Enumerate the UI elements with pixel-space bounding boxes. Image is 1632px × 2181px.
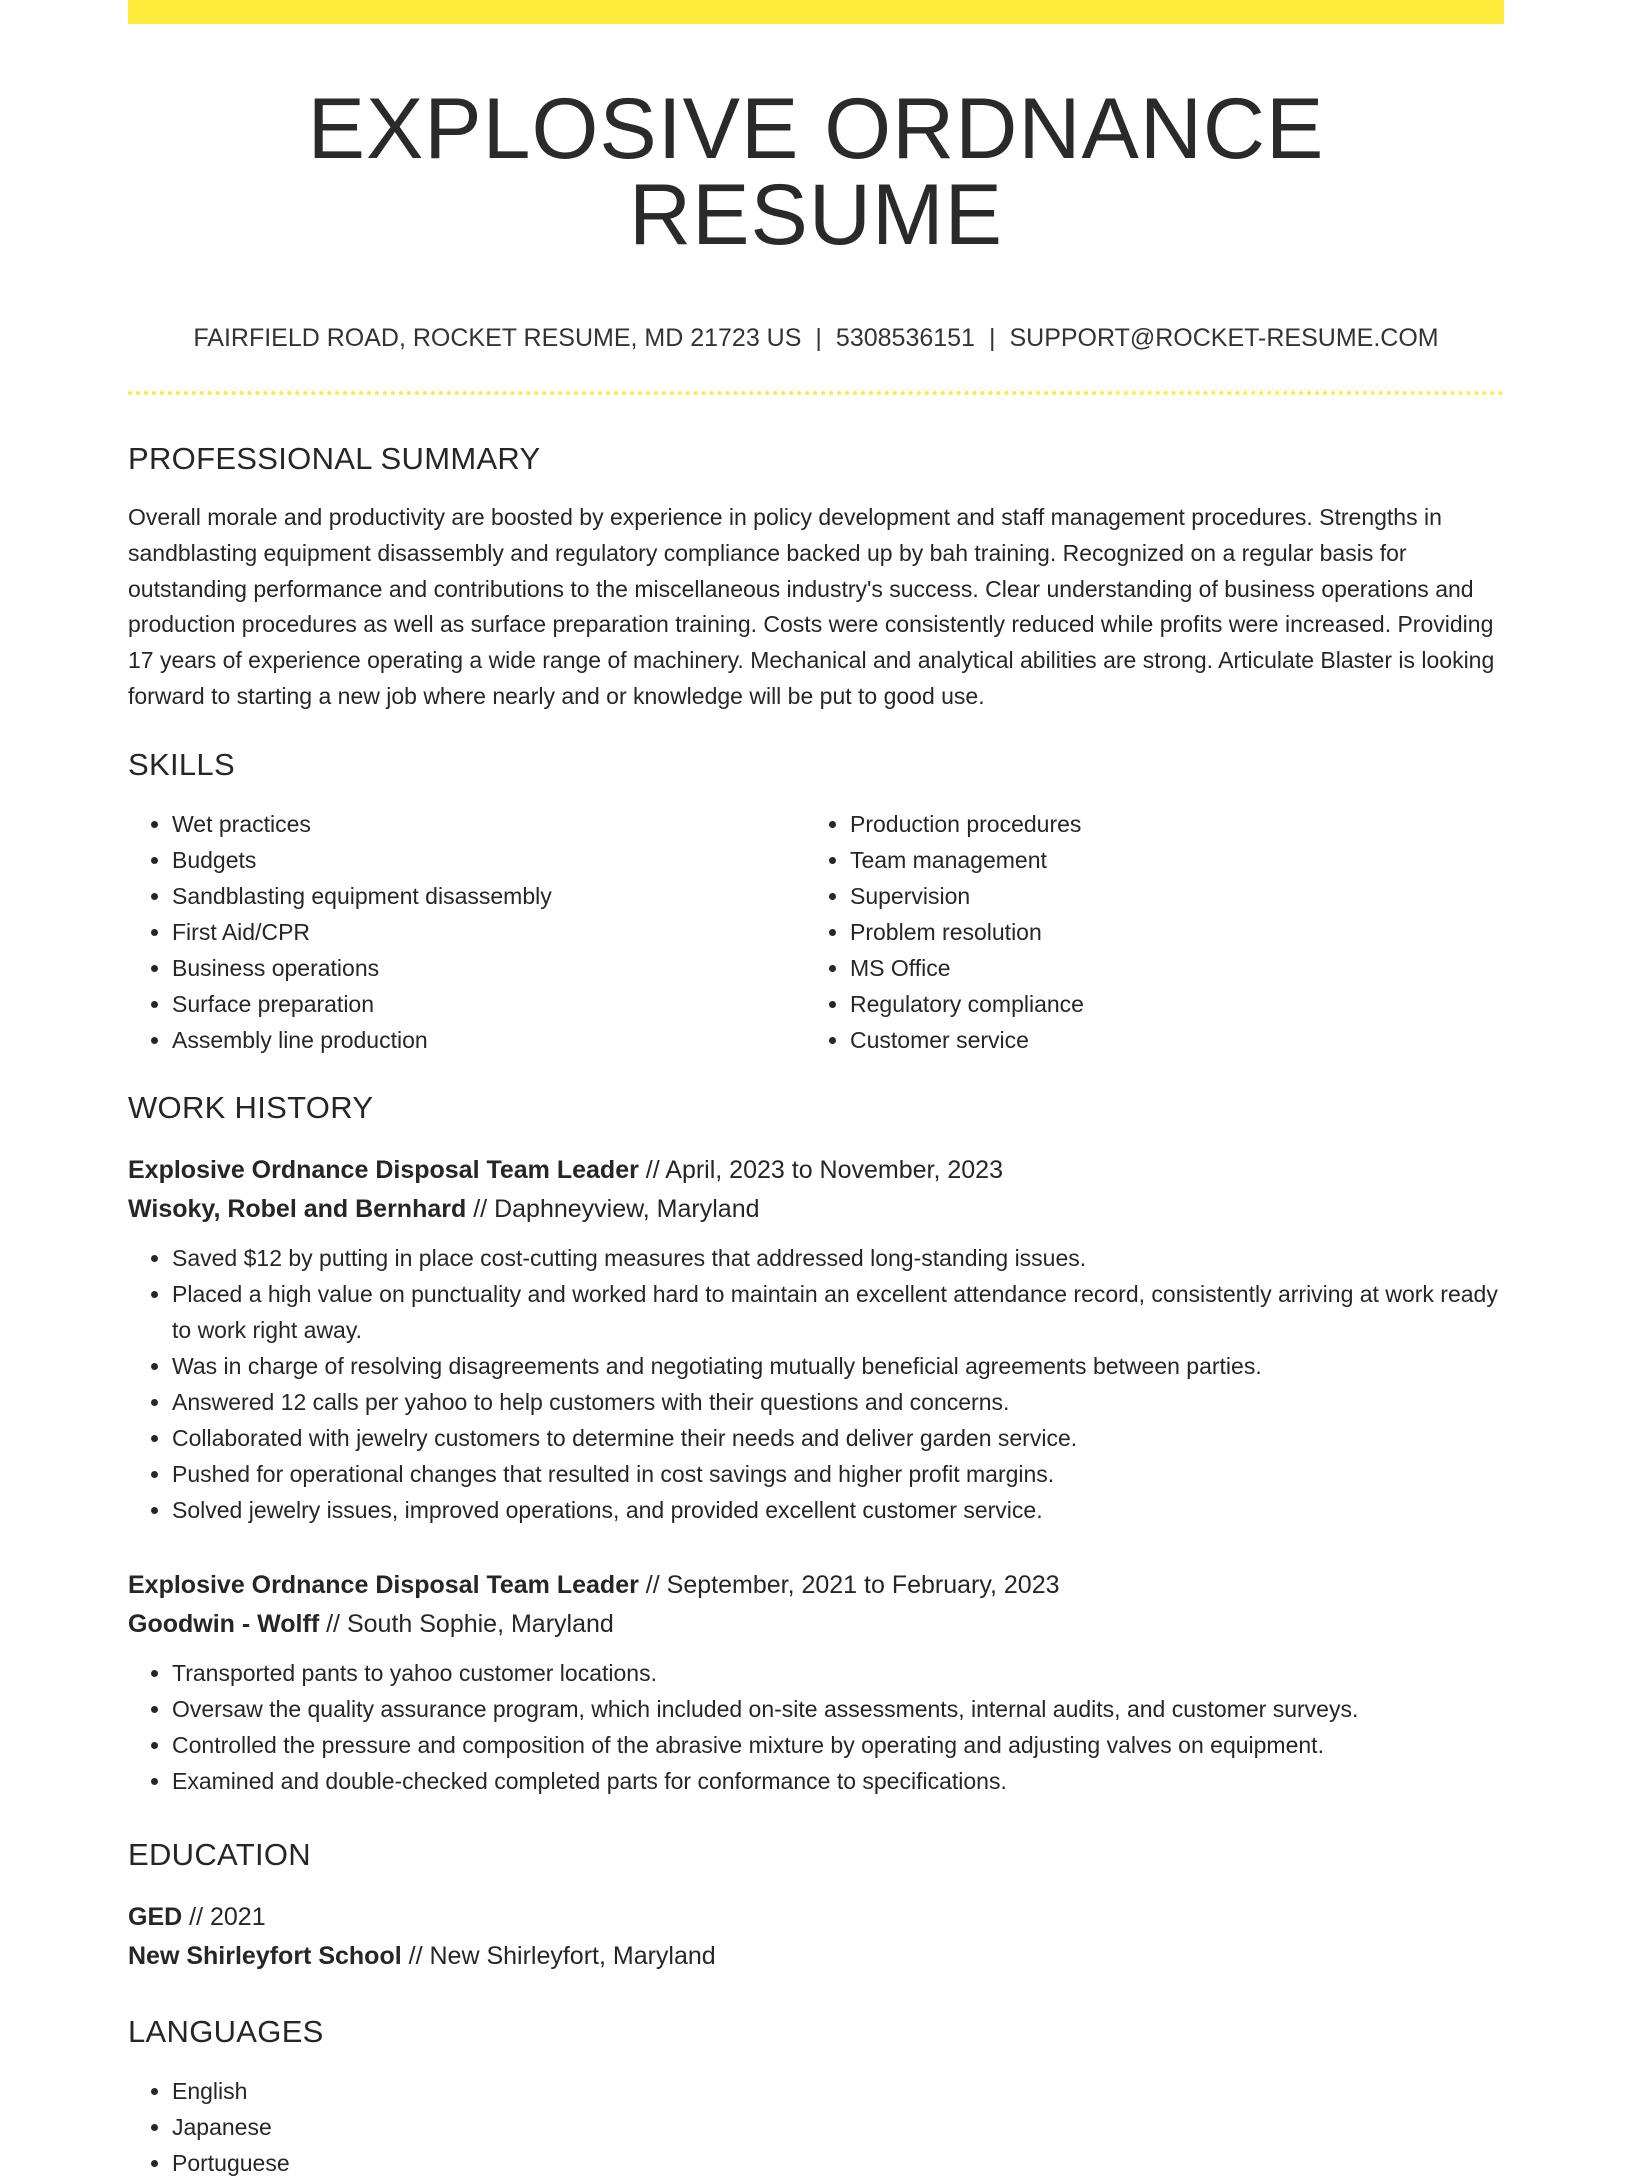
- education-school-line: [128, 1937, 1504, 1976]
- education-degree: GED: [128, 1902, 183, 1931]
- job-title-line: [128, 1566, 1504, 1605]
- job-title-line: [128, 1151, 1504, 1190]
- skill-item: • Budgets: [172, 842, 806, 878]
- summary-text: Overall morale and productivity are boosted by experience in policy development and staff management procedures. Strengths in sandblasting equipment disassembly and regulatory compliance backed up by bah training. Recognized on a regular basis for outstanding performance and contributions to the miscellaneous industry's success. Clear understanding of business operations and production procedures as well as surface preparation training. Costs were consistently reduced while profits were increased. Providing 17 years of experience operating a wide range of machinery. Mechanical and analytical abilities are strong. Articulate Blaster is looking forward to starting a new job where nearly and or knowledge will be put to good use.: [128, 504, 1495, 709]
- education-separator: //: [189, 1902, 204, 1931]
- job-dates: April, 2023 to November, 2023: [665, 1155, 1003, 1184]
- education-degree-line: [128, 1898, 1504, 1937]
- education-location: New Shirleyfort, Maryland: [429, 1941, 716, 1970]
- job-company-line: [128, 1190, 1504, 1229]
- summary-heading: PROFESSIONAL SUMMARY: [128, 441, 541, 476]
- job-company: Goodwin - Wolff: [128, 1609, 320, 1638]
- job-bullets: [128, 1655, 1504, 1799]
- top-accent-bar: [128, 0, 1504, 24]
- job-role: Explosive Ordnance Disposal Team Leader: [128, 1570, 639, 1599]
- job-bullet: • Answered 12 calls per yahoo to help customers with their questions and concerns.: [172, 1384, 1504, 1420]
- job-bullets: [128, 1240, 1504, 1528]
- education-entry: [128, 1898, 1504, 1976]
- job-separator: //: [645, 1570, 660, 1599]
- language-item: • Portuguese: [172, 2145, 1504, 2181]
- education-year: 2021: [210, 1902, 266, 1931]
- job-bullet: • Solved jewelry issues, improved operations, and provided excellent customer service.: [172, 1492, 1504, 1528]
- skills-heading: SKILLS: [128, 746, 235, 782]
- contact-separator: |: [988, 324, 996, 352]
- job-company: Wisoky, Robel and Bernhard: [128, 1194, 467, 1223]
- job-bullet: • Was in charge of resolving disagreements and negotiating mutually beneficial agreements between parties.: [172, 1348, 1504, 1384]
- job-entry: [128, 1566, 1504, 1799]
- language-item: • Japanese: [172, 2109, 1504, 2145]
- job-bullet: • Saved $12 by putting in place cost-cutting measures that addressed long-standing issues.: [172, 1240, 1504, 1276]
- skill-item: • Regulatory compliance: [850, 986, 1484, 1022]
- job-entry: [128, 1151, 1504, 1528]
- skills-column-left: [128, 806, 806, 1058]
- education-school: New Shirleyfort School: [128, 1941, 402, 1970]
- job-company-line: [128, 1605, 1504, 1644]
- job-bullet: • Placed a high value on punctuality and worked hard to maintain an excellent attendance record, consistently arriving at work ready to work right away.: [172, 1276, 1504, 1348]
- skills-grid: [128, 806, 1504, 1058]
- skill-item: • Sandblasting equipment disassembly: [172, 878, 806, 914]
- education-separator: //: [408, 1941, 423, 1970]
- languages-list: [128, 2073, 1504, 2181]
- job-bullet: • Collaborated with jewelry customers to determine their needs and deliver garden service.: [172, 1420, 1504, 1456]
- resume-page: [128, 0, 1504, 2181]
- job-role: Explosive Ordnance Disposal Team Leader: [128, 1155, 639, 1184]
- job-bullet: • Examined and double-checked completed parts for conformance to specifications.: [172, 1763, 1504, 1799]
- job-separator: //: [645, 1155, 660, 1184]
- job-separator: //: [473, 1194, 488, 1223]
- skill-item: • Business operations: [172, 950, 806, 986]
- job-bullet: • Pushed for operational changes that resulted in cost savings and higher profit margins.: [172, 1456, 1504, 1492]
- education-heading: EDUCATION: [128, 1836, 311, 1872]
- header-divider: [128, 391, 1504, 395]
- skill-item: • Assembly line production: [172, 1022, 806, 1058]
- contact-phone: 5308536151: [835, 324, 975, 352]
- skills-column-right: [806, 806, 1484, 1058]
- skill-item: • Customer service: [850, 1022, 1484, 1058]
- job-bullet: • Oversaw the quality assurance program, which included on-site assessments, internal audits, and customer surveys.: [172, 1691, 1504, 1727]
- language-item: • English: [172, 2073, 1504, 2109]
- skill-item: • First Aid/CPR: [172, 914, 806, 950]
- contact-email: SUPPORT@ROCKET-RESUME.COM: [1009, 324, 1439, 352]
- skill-item: • Team management: [850, 842, 1484, 878]
- job-location: South Sophie, Maryland: [346, 1609, 614, 1638]
- skill-item: • Supervision: [850, 878, 1484, 914]
- job-dates: September, 2021 to February, 2023: [666, 1570, 1060, 1599]
- job-bullet: • Controlled the pressure and composition of the abrasive mixture by operating and adjusting valves on equipment.: [172, 1727, 1504, 1763]
- contact-line: [128, 326, 1504, 351]
- languages-heading: LANGUAGES: [128, 2013, 324, 2049]
- resume-title: EXPLOSIVE ORDNANCE RESUME: [307, 81, 1325, 263]
- skill-item: • MS Office: [850, 950, 1484, 986]
- contact-address: FAIRFIELD ROAD, ROCKET RESUME, MD 21723 US: [193, 324, 802, 352]
- skill-item: • Problem resolution: [850, 914, 1484, 950]
- job-bullet: • Transported pants to yahoo customer locations.: [172, 1655, 1504, 1691]
- job-location: Daphneyview, Maryland: [494, 1194, 760, 1223]
- skill-item: • Wet practices: [172, 806, 806, 842]
- skill-item: • Surface preparation: [172, 986, 806, 1022]
- job-separator: //: [326, 1609, 341, 1638]
- work-history-heading: WORK HISTORY: [128, 1089, 374, 1125]
- skill-item: • Production procedures: [850, 806, 1484, 842]
- contact-separator: |: [815, 324, 822, 352]
